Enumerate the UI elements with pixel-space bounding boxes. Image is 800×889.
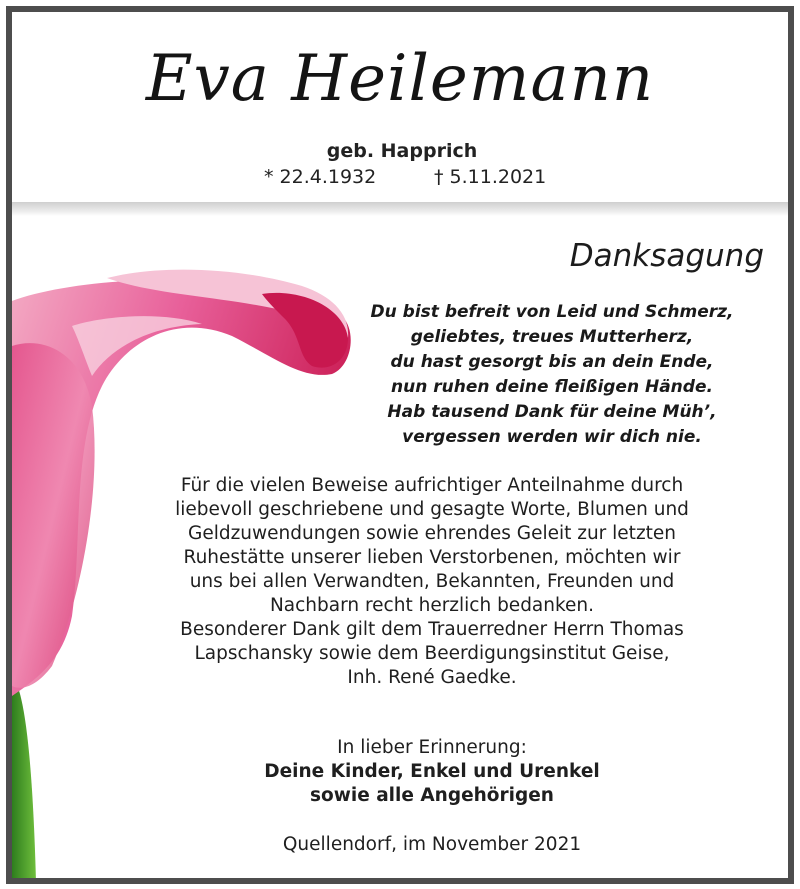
divider (12, 202, 788, 216)
poem-line: nun ruhen deine fleißigen Hände. (391, 377, 713, 397)
body-line: Für die vielen Beweise aufrichtiger Anteilnahme durch (180, 475, 684, 496)
body-line: Geldzuwendungen sowie ehrendes Geleit zur letzten (187, 523, 677, 544)
poem-line: du hast gesorgt bis an dein Ende, (390, 352, 714, 372)
obituary-notice (6, 6, 794, 884)
body-line: liebevoll geschriebene und gesagte Worte, Blumen und (175, 499, 689, 520)
poem (342, 300, 762, 450)
birth-date: * 22.4.1932 (264, 166, 377, 188)
body-line: Besonderer Dank gilt dem Trauerredner Herrn Thomas (180, 619, 684, 640)
poem-line: Du bist befreit von Leid und Schmerz, (370, 302, 734, 322)
poem-line: vergessen werden wir dich nie. (402, 427, 702, 447)
birth-name: geb. Happrich (326, 140, 478, 162)
place-date: Quellendorf, im November 2021 (282, 834, 582, 855)
signer-line: sowie alle Angehörigen (310, 785, 554, 806)
death-date: † 5.11.2021 (434, 166, 547, 188)
thanks-text (132, 474, 732, 690)
closing (132, 736, 732, 808)
section-title: Danksagung (569, 238, 764, 274)
header (12, 12, 788, 202)
closing-intro: In lieber Erinnerung: (337, 737, 527, 758)
body-line: uns bei allen Verwandten, Bekannten, Freunden und (189, 571, 675, 592)
body-line: Ruhestätte unserer lieben Verstorbenen, möchten wir (183, 547, 681, 568)
poem-line: geliebtes, treues Mutterherz, (410, 327, 694, 347)
body-line: Nachbarn recht herzlich bedanken. (269, 595, 595, 616)
body-line: Lapschansky sowie dem Beerdigungsinstitut Geise, (194, 643, 670, 664)
body-line: Inh. René Gaedke. (347, 667, 517, 688)
poem-line: Hab tausend Dank für deine Müh’, (387, 402, 717, 422)
signer-line: Deine Kinder, Enkel und Urenkel (264, 761, 600, 782)
deceased-name: Eva Heilemann (145, 42, 655, 116)
